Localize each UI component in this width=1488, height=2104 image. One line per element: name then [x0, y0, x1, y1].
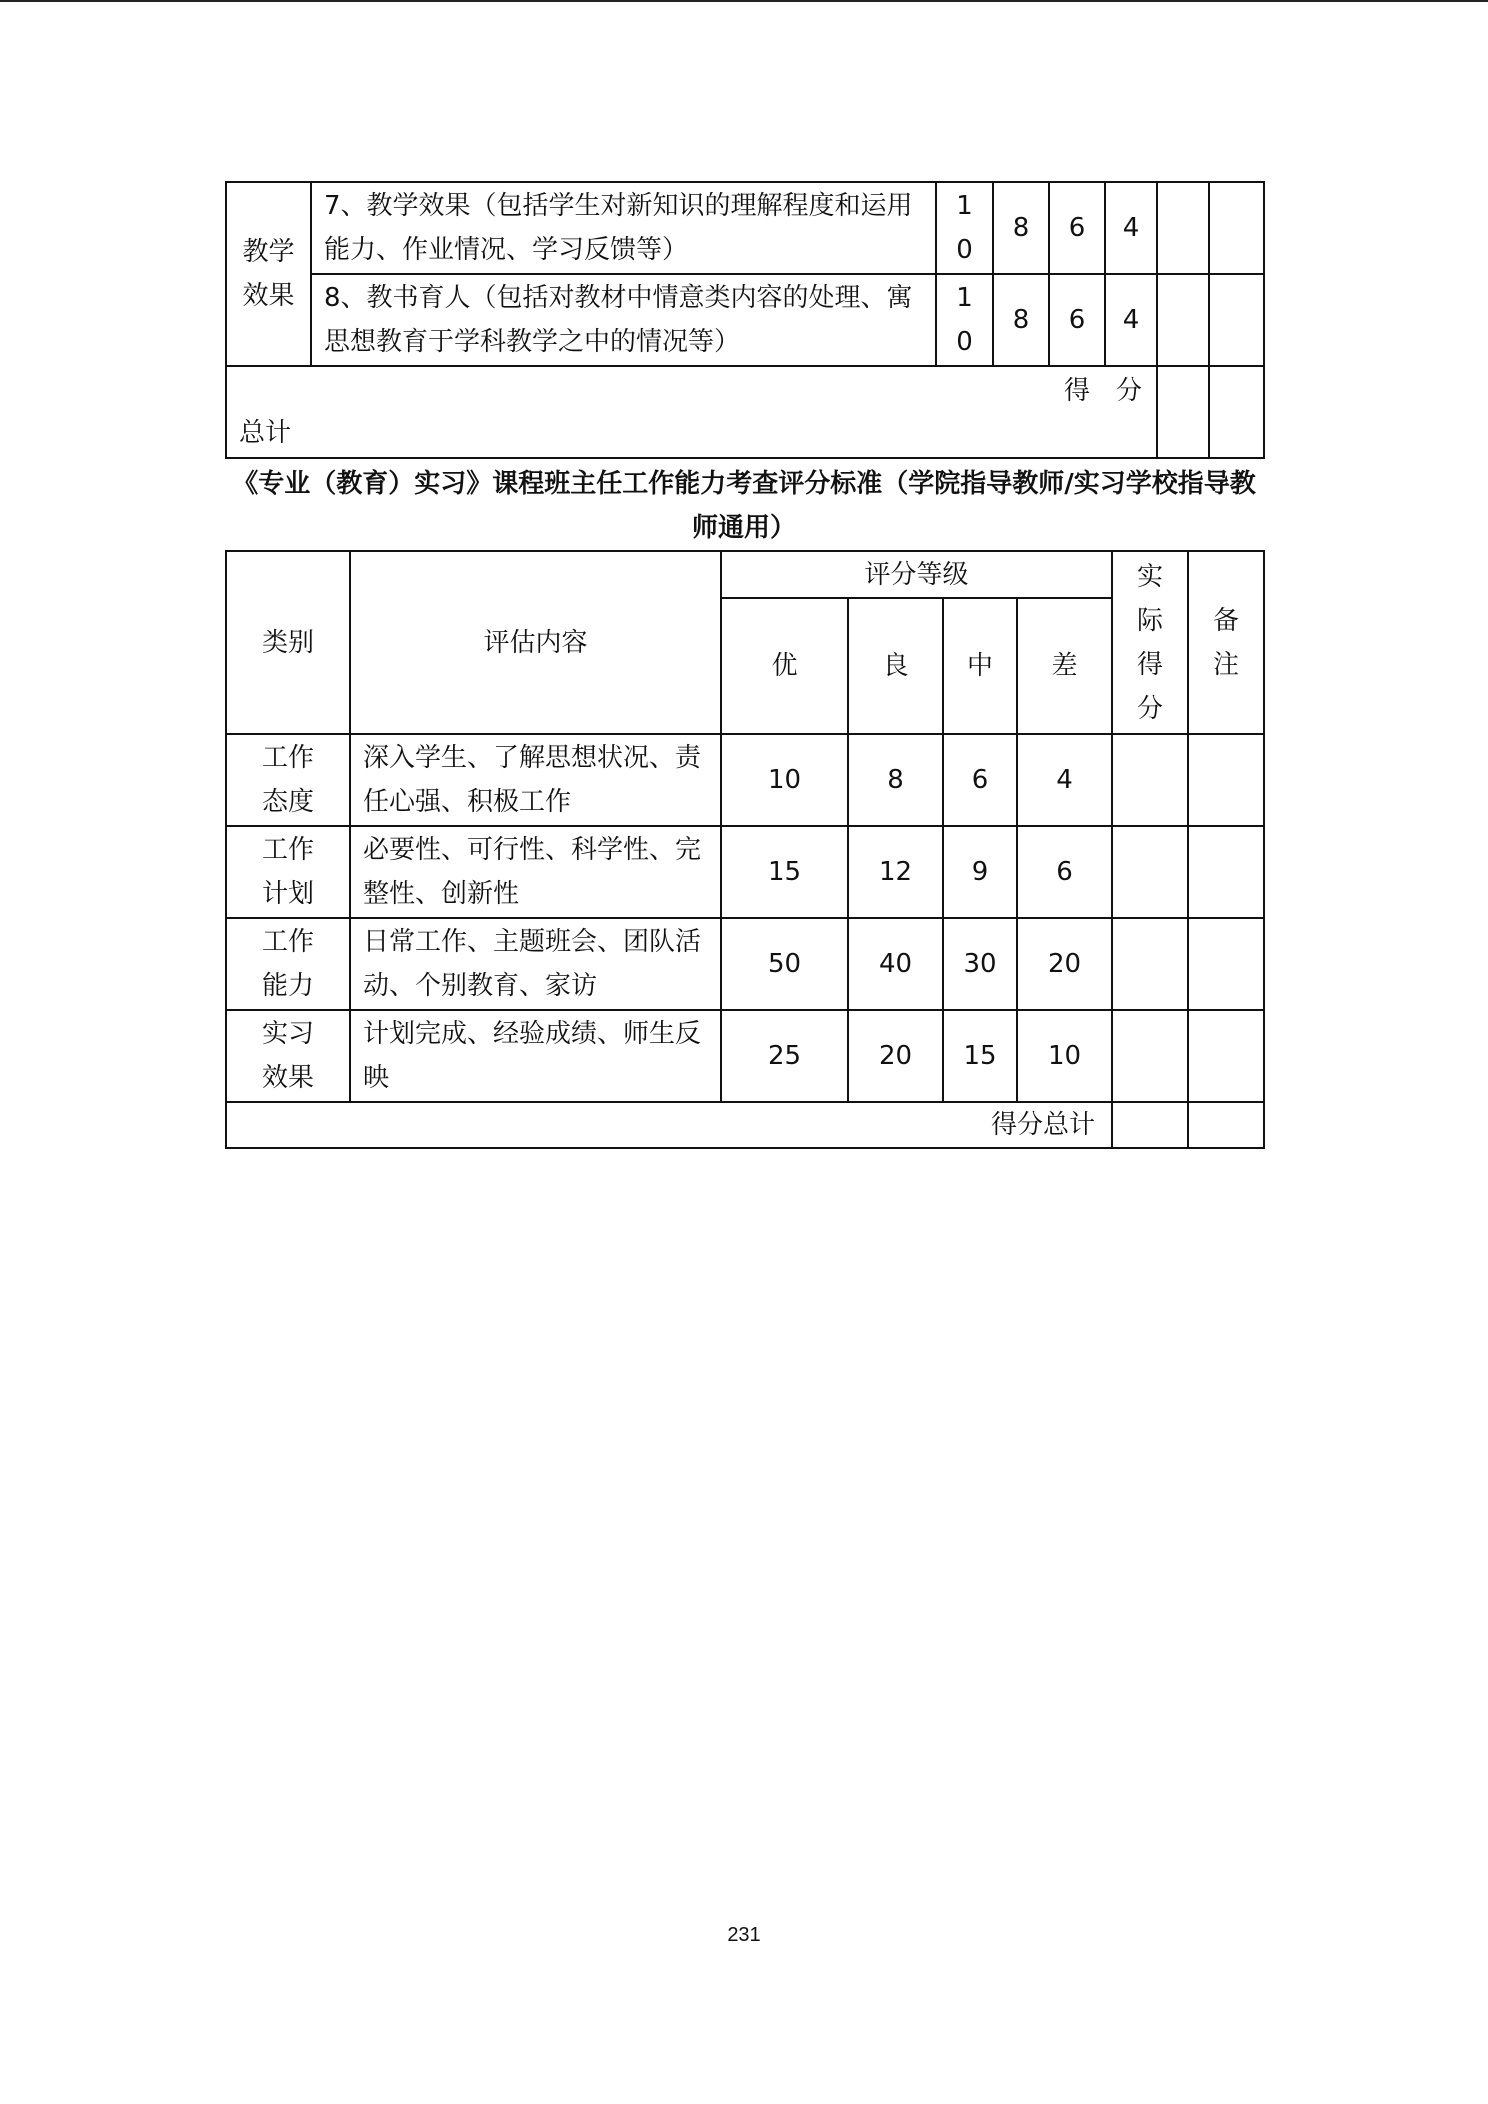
row-excellent: 15 — [721, 826, 848, 918]
teaching-effect-table — [225, 181, 1265, 459]
row-actual-score-cell — [1112, 1010, 1188, 1102]
total-actual-score-cell — [1112, 1102, 1188, 1148]
table-row — [226, 1010, 1264, 1102]
item-7-remarks-cell — [1209, 182, 1264, 274]
row-excellent: 25 — [721, 1010, 848, 1102]
row-poor: 6 — [1017, 826, 1112, 918]
header-grade-group: 评分等级 — [721, 551, 1112, 598]
row-content: 深入学生、了解思想状况、责任心强、积极工作 — [350, 734, 721, 826]
row-medium: 30 — [943, 918, 1017, 1010]
category-cell: 教学效果 — [226, 182, 311, 366]
header-actual-score: 实际得分 — [1112, 551, 1188, 734]
row-actual-score-cell — [1112, 826, 1188, 918]
row-actual-score-cell — [1112, 918, 1188, 1010]
row-category: 工作计划 — [226, 826, 350, 918]
header-poor: 差 — [1017, 598, 1112, 734]
row-good: 12 — [848, 826, 943, 918]
item-7-actual-score-cell — [1157, 182, 1209, 274]
row-category: 实习效果 — [226, 1010, 350, 1102]
item-7-score-good: 8 — [993, 182, 1049, 274]
header-excellent: 优 — [721, 598, 848, 734]
table-row — [226, 734, 1264, 826]
total-actual-score-cell — [1157, 366, 1209, 458]
item-7-score-mid: 6 — [1049, 182, 1105, 274]
top-border-line — [0, 0, 1488, 2]
total-label: 总计 — [239, 418, 292, 448]
table-title: 《专业（教育）实习》课程班主任工作能力考查评分标准（学院指导教师/实习学校指导教师通用） — [232, 469, 1256, 543]
row-remarks-cell — [1188, 826, 1264, 918]
row-excellent: 50 — [721, 918, 848, 1010]
item-8-text: 8、教书育人（包括对教材中情意类内容的处理、寓思想教育于学科教学之中的情况等） — [311, 274, 936, 366]
item-7-text: 7、教学效果（包括学生对新知识的理解程度和运用能力、作业情况、学习反馈等） — [311, 182, 936, 274]
row-medium: 6 — [943, 734, 1017, 826]
row-poor: 10 — [1017, 1010, 1112, 1102]
page-number: 231 — [727, 1924, 761, 1946]
total-label: 得分总计 — [226, 1102, 1112, 1148]
row-actual-score-cell — [1112, 734, 1188, 826]
total-score-label: 得 分 — [1063, 376, 1142, 406]
total-remarks-cell — [1209, 366, 1264, 458]
row-category: 工作能力 — [226, 918, 350, 1010]
row-remarks-cell — [1188, 918, 1264, 1010]
row-good: 20 — [848, 1010, 943, 1102]
header-remarks: 备注 — [1188, 551, 1264, 734]
item-8-score-poor: 4 — [1105, 274, 1157, 366]
item-8-actual-score-cell — [1157, 274, 1209, 366]
row-poor: 20 — [1017, 918, 1112, 1010]
row-content: 日常工作、主题班会、团队活动、个别教育、家访 — [350, 918, 721, 1010]
row-remarks-cell — [1188, 1010, 1264, 1102]
item-8-score-good: 8 — [993, 274, 1049, 366]
row-good: 8 — [848, 734, 943, 826]
table-row — [226, 918, 1264, 1010]
header-good: 良 — [848, 598, 943, 734]
item-8-max-score: 10 — [936, 274, 993, 366]
total-row-label-cell — [226, 366, 1157, 458]
row-poor: 4 — [1017, 734, 1112, 826]
total-remarks-cell — [1188, 1102, 1264, 1148]
row-content: 必要性、可行性、科学性、完整性、创新性 — [350, 826, 721, 918]
item-7-score-poor: 4 — [1105, 182, 1157, 274]
row-good: 40 — [848, 918, 943, 1010]
header-category: 类别 — [226, 551, 350, 734]
row-medium: 9 — [943, 826, 1017, 918]
row-remarks-cell — [1188, 734, 1264, 826]
row-medium: 15 — [943, 1010, 1017, 1102]
row-content: 计划完成、经验成绩、师生反映 — [350, 1010, 721, 1102]
row-excellent: 10 — [721, 734, 848, 826]
table-row — [226, 826, 1264, 918]
row-category: 工作态度 — [226, 734, 350, 826]
item-8-score-mid: 6 — [1049, 274, 1105, 366]
item-7-max-score: 10 — [936, 182, 993, 274]
header-medium: 中 — [943, 598, 1017, 734]
class-teacher-ability-table — [225, 550, 1265, 1149]
header-content: 评估内容 — [350, 551, 721, 734]
item-8-remarks-cell — [1209, 274, 1264, 366]
